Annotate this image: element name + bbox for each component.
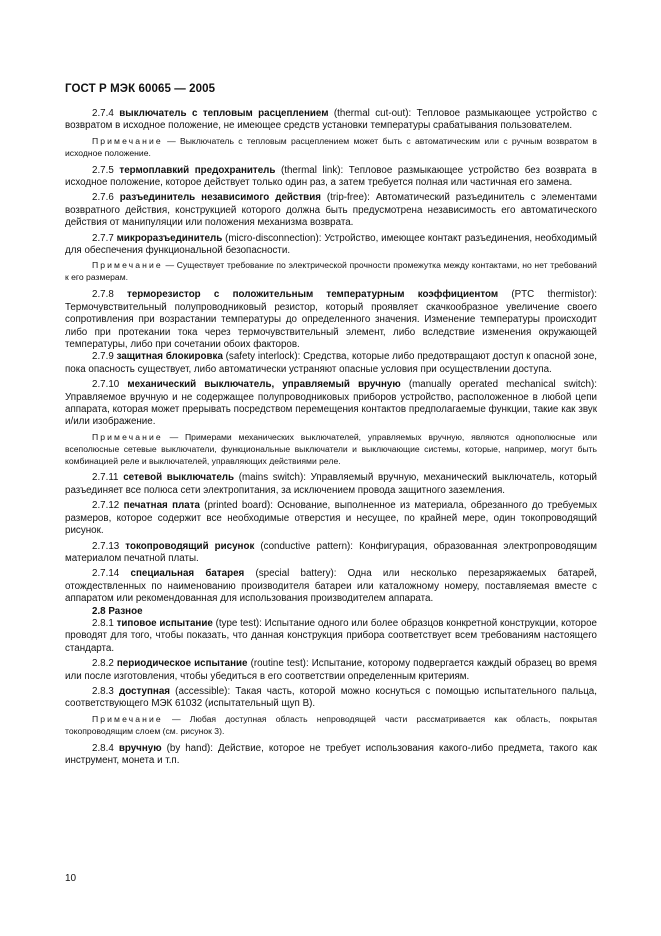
clause-number: 2.8.3: [92, 685, 114, 697]
clause-number: 2.7.6: [92, 192, 114, 204]
note: [65, 432, 597, 468]
document-body: [65, 108, 597, 770]
definition-text: (trip-free): Автоматический разъединитель с элементами возвратного действия, конструкцией которого должна быть предусмотрена независимость его автоматического действия от манипуляции или положения механизма возврата.: [65, 192, 597, 229]
clause-number: 2.8.2: [92, 658, 114, 670]
note-text: — Примерами механических выключателей, управляемых вручную, являются однополюсные или всеполюсные сетевые выключатели, функциональные выключатели и выключающие системы, которые, например, могут быть комбинацией реле и выключателей, управляющих действиями реле.: [65, 431, 597, 466]
term: термоплавкий предохранитель: [119, 164, 276, 176]
definition-text: (manually operated mechanical switch): Управляемое вручную и не содержащее полупроводниковых приборов устройство, расположенное в любой цепи аппарата, которая может прерывать посредством перемещения контактов предполагаемые функции, такие как звук и/или изображение.: [65, 379, 597, 428]
definition-text: (special battery): Одна или несколько перезаряжаемых батарей, отождествленных по наименованию производителя батареи или каталожному номеру, поставляемая вместе с аппаратом или рекомендованная для использования производителем аппарата.: [65, 568, 598, 605]
term: доступная: [118, 685, 170, 697]
term: сетевой выключатель: [123, 472, 235, 484]
definition-text: (type test): Испытание одного или более образцов конкретной конструкции, которое проводят для того, чтобы показать, что данная конструкция прибора соответствует всем требованиям настоящего стандарта.: [65, 617, 597, 654]
clause-number: 2.7.12: [92, 500, 120, 512]
clause-number: 2.7.10: [92, 379, 120, 391]
definition-2-7-6: [65, 192, 597, 229]
definition-2-8-1: [65, 618, 597, 655]
term: механический выключатель, управляемый вручную: [127, 379, 401, 391]
term: защитная блокировка: [116, 351, 223, 363]
section-heading: 2.8 Разное: [92, 605, 143, 617]
note-label: Примечание: [92, 260, 163, 271]
definition-2-8-4: [65, 743, 597, 768]
page-number: 10: [65, 873, 77, 884]
definition-2-8-3: [65, 686, 597, 711]
term: разъединитель независимого действия: [119, 192, 321, 204]
definition-text: (routine test): Испытание, которому подвергается каждый образец во время или после изготовления, чтобы убедиться в его соответствии определенным критериям.: [65, 658, 597, 682]
term: микроразъединитель: [116, 232, 223, 244]
definition-text: (micro-disconnection): Устройство, имеющее контакт разъединения, необходимый для обеспечения функциональной безопасности.: [65, 232, 597, 257]
note-label: Примечание: [92, 713, 163, 724]
definition-2-7-13: [65, 541, 597, 566]
definition-text: (accessible): Такая часть, которой можно коснуться с помощью испытательного пальца, соответствующего МЭК 61032 (испытательный щуп В).: [65, 685, 597, 710]
definition-text: (mains switch): Управляемый вручную, механический выключатель, который разъединяет все полюса сети электропитания, за исключением провода защитного заземления.: [65, 472, 597, 496]
definition-text: (PTC thermistor): Термочувствительный полупроводниковый резистор, который проявляет скачкообразное увеличение своего сопротивления при возрастании температуры до определенного значения. Изменение температуры происходит либо при протекании тока через термочувствительный элемент, либо вследствие изменения окружающей температуры, либо при сочетании обоих факторов.: [65, 289, 597, 350]
note-label: Примечание: [92, 431, 163, 442]
note-label: Примечание: [92, 135, 163, 146]
term: токопроводящий рисунок: [125, 540, 255, 552]
term: терморезистор с положительным температурным коэффициентом: [127, 289, 499, 301]
note: [65, 714, 597, 738]
clause-number: 2.8.1: [92, 617, 114, 629]
definition-text: (by hand): Действие, которое не требует использования какого-либо предмета, такого как инструмент, монета и т.п.: [65, 742, 597, 766]
page-header: ГОСТ Р МЭК 60065 — 2005: [65, 83, 216, 95]
clause-number: 2.7.4: [92, 108, 114, 119]
term: типовое испытание: [116, 617, 213, 629]
clause-number: 2.7.5: [92, 164, 114, 176]
definition-text: (thermal link): Тепловое размыкающее устройство без возврата в исходное положение, которое действует только один раз, а затем требуется полная или частичная его замена.: [65, 164, 597, 189]
clause-number: 2.7.7: [92, 232, 114, 244]
term: вручную: [118, 742, 162, 754]
clause-number: 2.8.4: [92, 742, 114, 754]
clause-number: 2.7.8: [92, 289, 114, 301]
note-text: — Любая доступная область непроводящей части рассматривается как область, покрытая токопроводящим слоем (см. рисунок 3).: [65, 713, 597, 736]
definition-text: (safety interlock): Средства, которые либо предотвращают доступ к опасной зоне, пока опасность существует, либо автоматически устраняют опасные условия при осуществлении доступа.: [65, 351, 597, 375]
definition-2-7-12: [65, 500, 597, 537]
definition-text: (thermal cut-out): Тепловое размыкающее устройство с возвратом в исходное положение, не имеющее средств установки температуры срабатывания пользователем.: [65, 108, 597, 132]
clause-number: 2.7.11: [92, 472, 119, 484]
definition-2-7-4: [65, 108, 597, 133]
term: печатная плата: [123, 500, 200, 512]
clause-number: 2.7.14: [92, 568, 120, 580]
note: [65, 136, 597, 160]
definition-2-7-9: [65, 351, 597, 376]
definition-text: (printed board): Основание, выполненное из материала, обрезанного до требуемых размеров, которое содержит все необходимые отверстия и несущее, по крайней мере, один токопроводящий рисунок.: [65, 500, 597, 537]
definition-2-7-10: [65, 379, 597, 429]
clause-number: 2.7.13: [92, 540, 120, 552]
term: специальная батарея: [130, 568, 245, 580]
note: [65, 260, 597, 284]
term: выключатель с тепловым расцеплением: [119, 108, 329, 119]
definition-2-7-8: [65, 289, 597, 351]
definition-2-7-5: [65, 165, 597, 190]
definition-2-7-7: [65, 233, 597, 258]
definition-text: (conductive pattern): Конфигурация, образованная электропроводящим материалом печатной платы.: [65, 540, 597, 564]
definition-2-7-11: [65, 472, 597, 497]
definition-2-7-14: [65, 568, 597, 605]
term: периодическое испытание: [116, 658, 248, 670]
note-text: — Выключатель с тепловым расцеплением может быть с автоматическим или с ручным возвратом в исходное положение.: [65, 135, 597, 158]
definition-2-8-2: [65, 658, 597, 683]
note-text: — Существует требование по электрической прочности промежутка между контактами, но нет требований к его размерам.: [65, 260, 597, 283]
clause-number: 2.7.9: [92, 351, 114, 363]
